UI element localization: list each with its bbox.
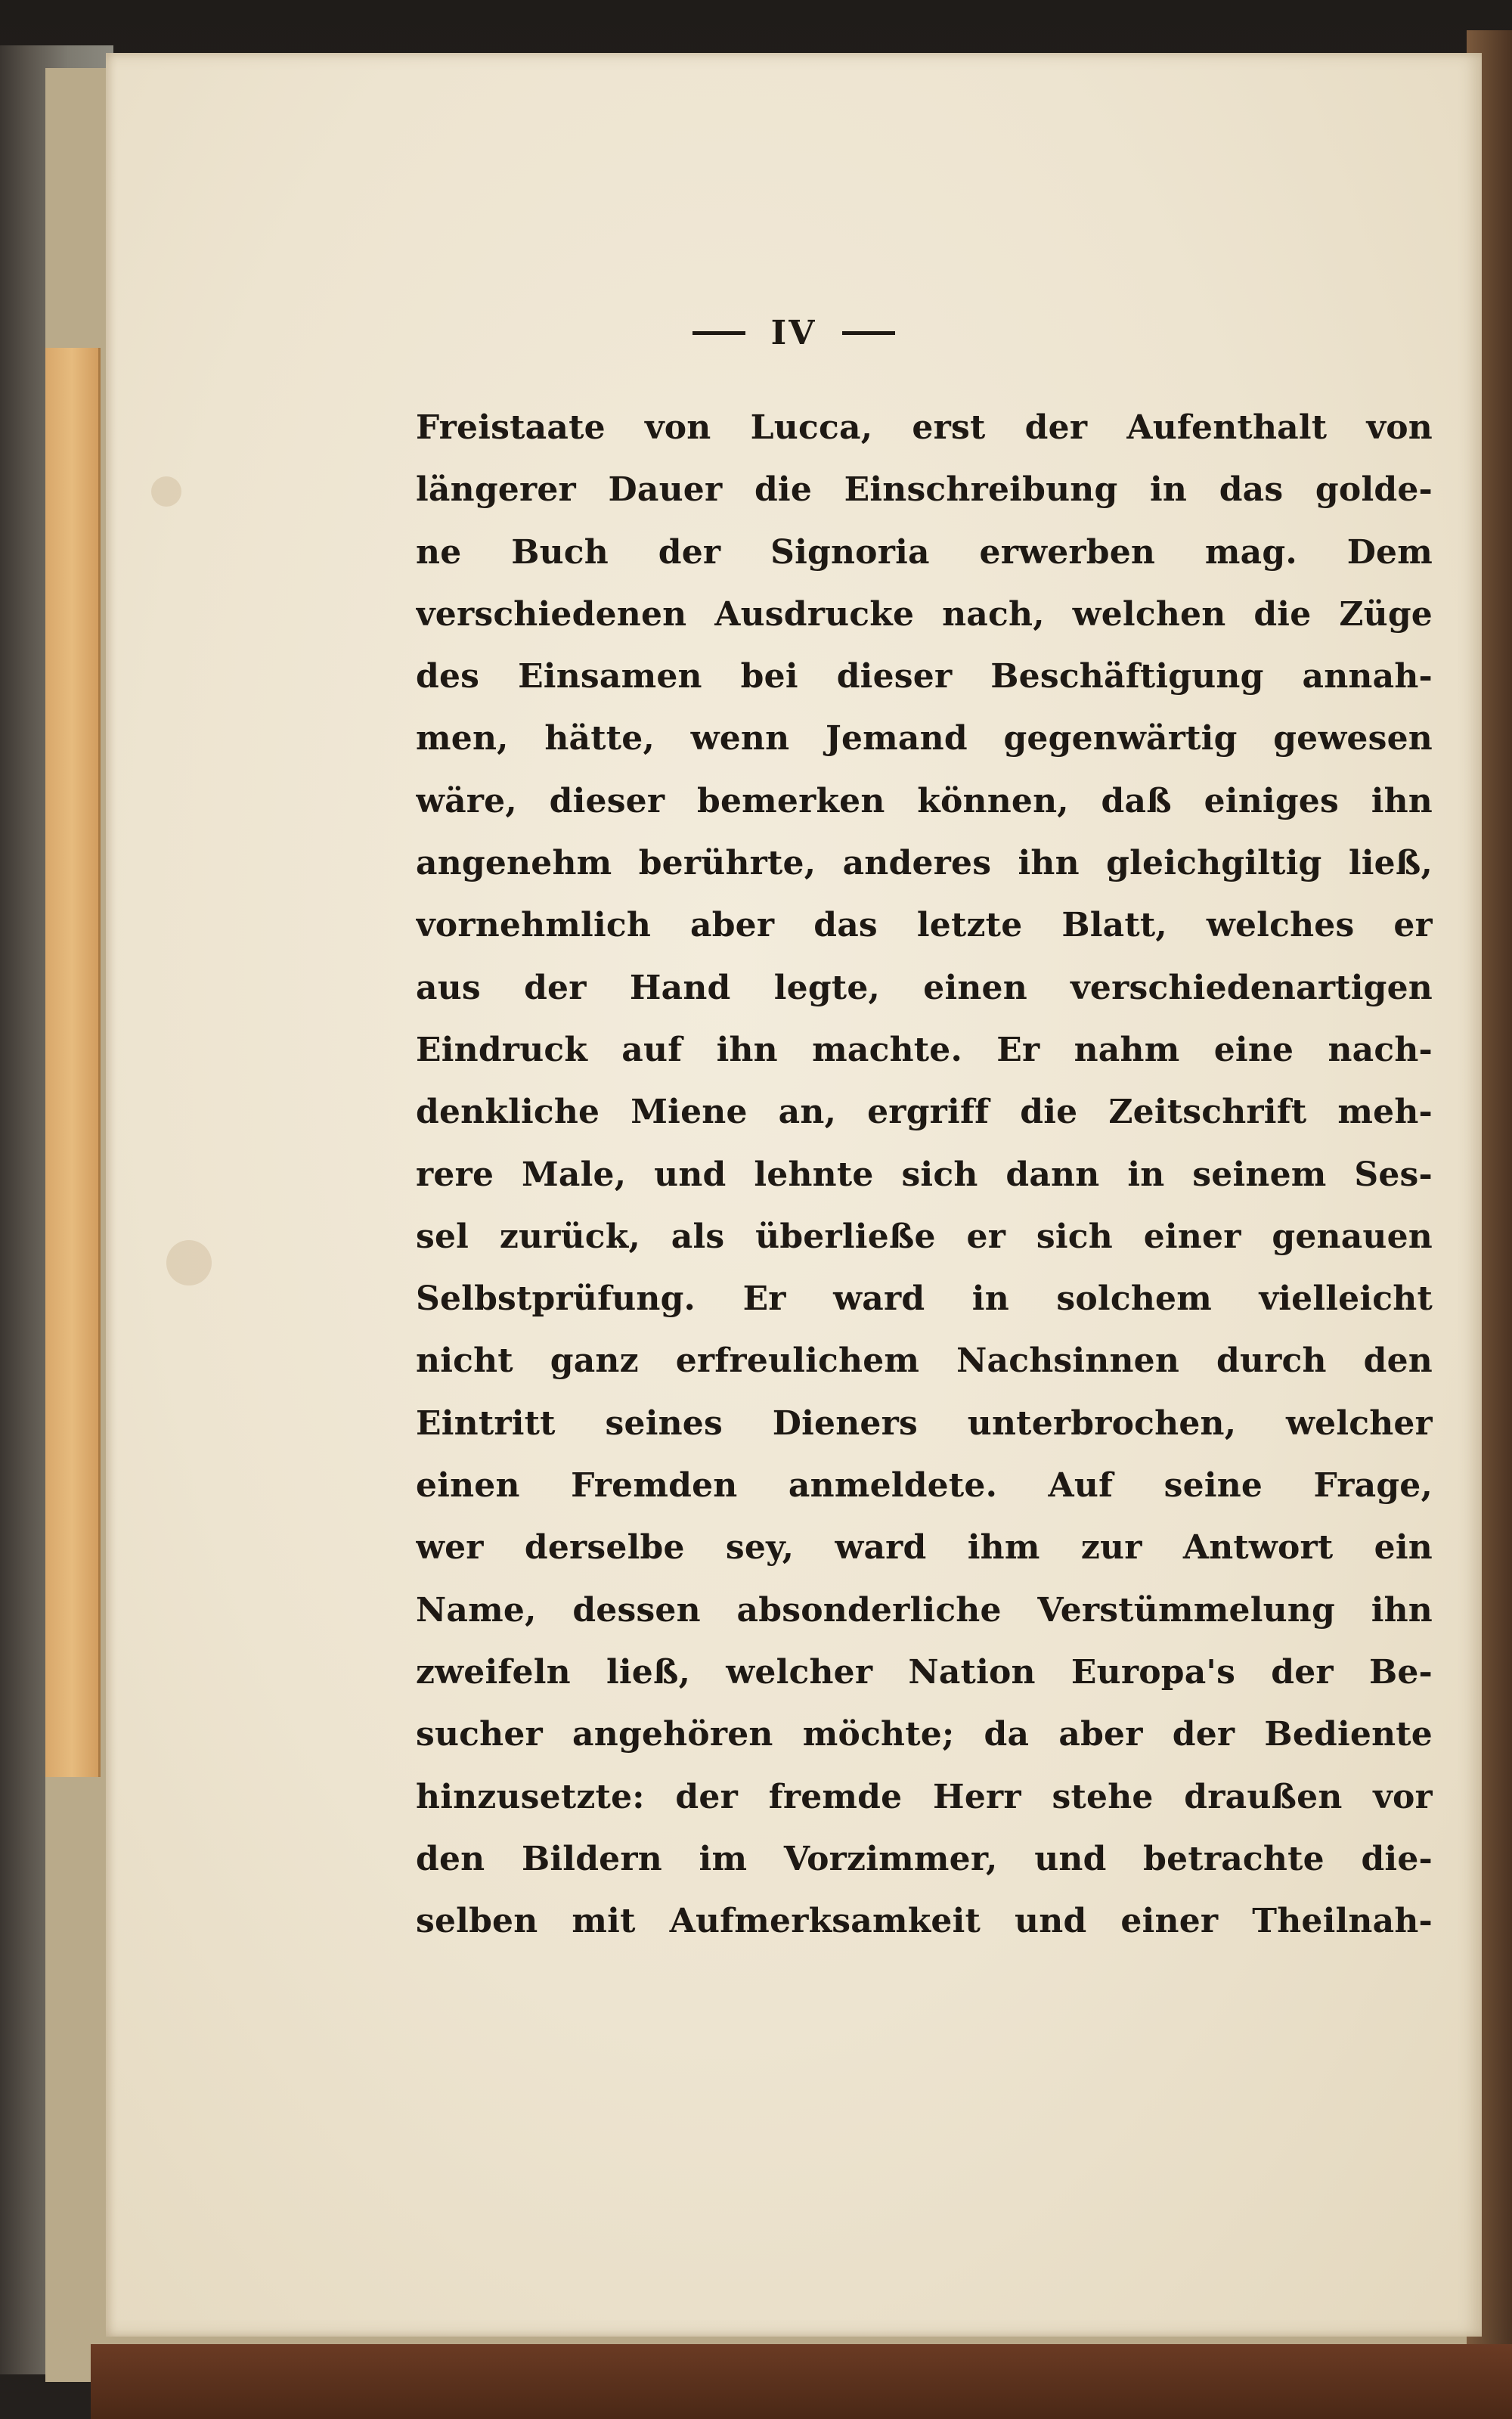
text-line: längerer Dauer die Einschreibung in das golde-	[416, 470, 1433, 510]
text-line: Eindruck auf ihn machte. Er nahm eine nach-	[416, 1030, 1433, 1069]
text-line: denkliche Miene an, ergriff die Zeitschrift meh-	[416, 1093, 1433, 1132]
text-line: vornehmlich aber das letzte Blatt, welches er	[416, 906, 1433, 945]
running-head	[106, 302, 1482, 363]
text-line: zweifeln ließ, welcher Nation Europa's der Be-	[416, 1652, 1433, 1692]
text-line: sucher angehören möchte; da aber der Bediente	[416, 1715, 1433, 1754]
page-number: IV	[770, 313, 817, 352]
paper-stain	[166, 1240, 212, 1285]
text-line: einen Fremden anmeldete. Auf seine Frage,	[416, 1466, 1433, 1506]
header-dash-left	[692, 331, 745, 335]
text-line: den Bildern im Vorzimmer, und betrachte die-	[416, 1839, 1433, 1878]
text-line: nicht ganz erfreulichem Nachsinnen durch den	[416, 1341, 1433, 1381]
text-line: rere Male, und lehnte sich dann in seinem Ses-	[416, 1155, 1433, 1194]
header-dash-right	[842, 331, 895, 335]
text-line: ne Buch der Signoria erwerben mag. Dem	[416, 532, 1433, 572]
book-cover-bottom	[91, 2344, 1512, 2419]
text-line: selben mit Aufmerksamkeit und einer Theilnah-	[416, 1902, 1433, 1941]
text-line: sel zurück, als überließe er sich einer genauen	[416, 1217, 1433, 1256]
text-line: Name, dessen absonderliche Verstümmelung ihn	[416, 1590, 1433, 1630]
paper-stain	[151, 476, 181, 507]
text-line: wäre, dieser bemerken können, daß einiges ihn	[416, 781, 1433, 820]
text-line: angenehm berührte, anderes ihn gleichgiltig ließ,	[416, 844, 1433, 883]
text-line: men, hätte, wenn Jemand gegenwärtig gewesen	[416, 719, 1433, 758]
text-line: Freistaate von Lucca, erst der Aufenthalt von	[416, 408, 1433, 447]
text-line: Eintritt seines Dieners unterbrochen, welcher	[416, 1403, 1433, 1443]
book-page	[106, 53, 1482, 2337]
text-line: verschiedenen Ausdrucke nach, welchen die Züge	[416, 594, 1433, 634]
text-line: Selbstprüfung. Er ward in solchem vielleicht	[416, 1279, 1433, 1319]
bookmark-strip	[45, 348, 101, 1777]
text-line: des Einsamen bei dieser Beschäftigung annah-	[416, 657, 1433, 696]
text-line: hinzusetzte: der fremde Herr stehe draußen vor	[416, 1777, 1433, 1816]
text-line: wer derselbe sey, ward ihm zur Antwort ein	[416, 1528, 1433, 1568]
text-line: aus der Hand legte, einen verschiedenartigen	[416, 968, 1433, 1007]
body-text	[416, 397, 1433, 1952]
